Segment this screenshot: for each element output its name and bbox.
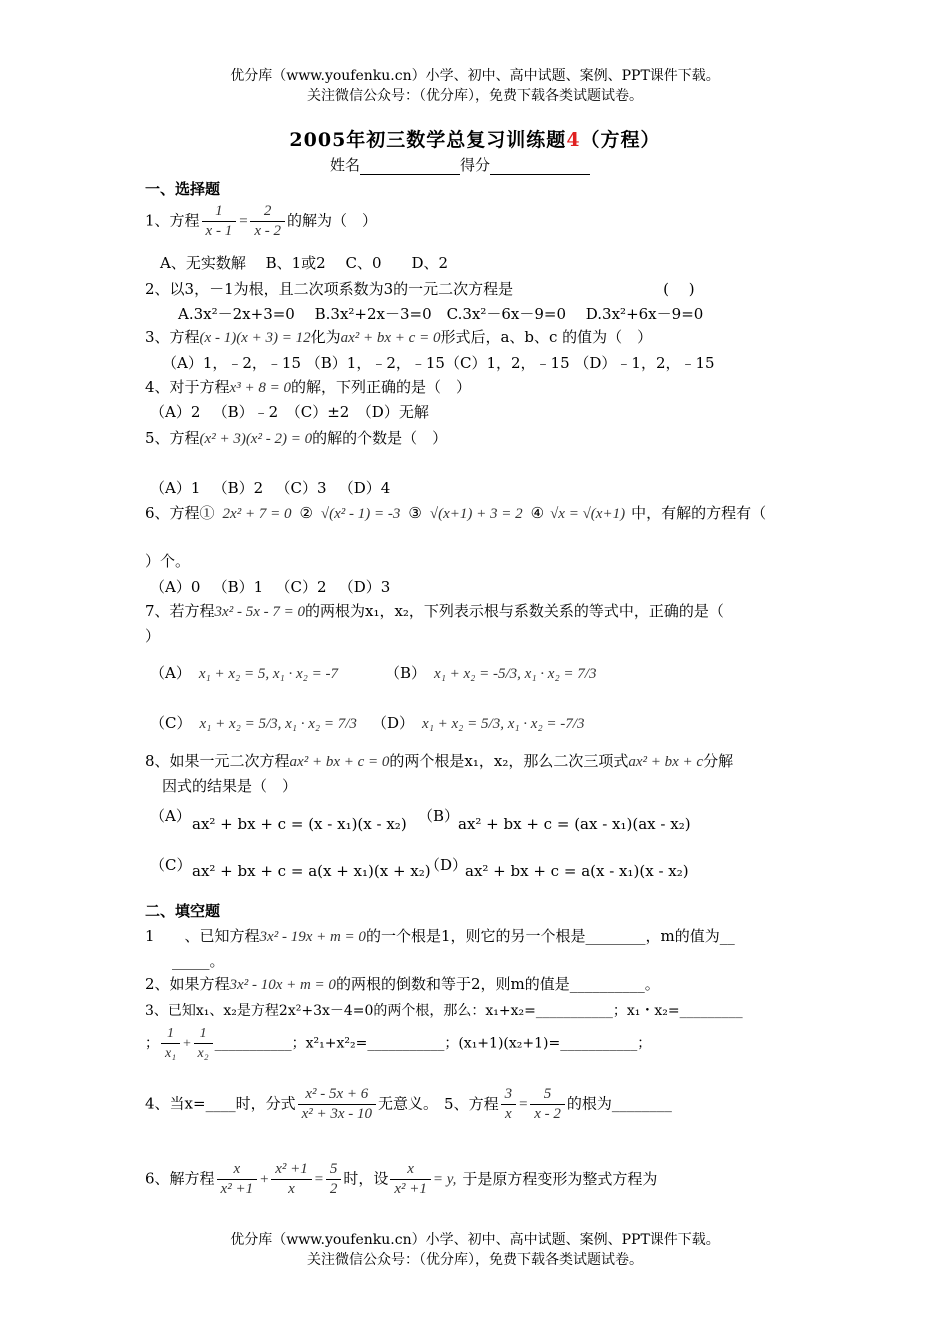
q7-expr: 3x² - 5x - 7 = 0 <box>214 604 305 620</box>
q8-c-label: （C） <box>150 856 192 874</box>
q3-post: 形式后，a、b、c 的值为（ ） <box>440 328 653 346</box>
question-8 <box>145 750 733 771</box>
q6-circle-3: ③ <box>408 504 422 522</box>
q1-post: 的解为（ ） <box>286 211 377 230</box>
q6-eq-4: √x = √(x+1) <box>550 506 626 522</box>
q1-fraction-1 <box>202 202 237 241</box>
fill-1 <box>145 925 735 946</box>
f3-semicolon: ； <box>145 1035 159 1052</box>
q4-pre: 4、对于方程 <box>145 378 230 396</box>
q8-b-label: （B） <box>418 807 460 825</box>
question-5 <box>145 427 447 448</box>
f2-pre: 2、如果方程 <box>145 975 230 993</box>
q7-c-label: （C） <box>150 714 192 732</box>
f4-post: 无意义。 <box>378 1094 439 1113</box>
f3-frac-a-num: 1 <box>161 1024 180 1044</box>
section-1-heading: 一、选择题 <box>145 180 221 198</box>
q7-close-paren: ） <box>145 627 161 645</box>
q8-option-d <box>425 854 467 875</box>
q7-a-expr: x₁ + x₂ = 5, x₁ · x₂ = -7 <box>198 666 338 682</box>
header-line-1: 优分库（www.youfenku.cn）小学、初中、高中试题、案例、PPT课件下载。 <box>230 68 720 84</box>
f3-rest: ___________；x²₁+x²₂=___________；(x₁+1)(x₂+1)=___________； <box>214 1035 652 1052</box>
q7-b-expr: x₁ + x₂ = -5/3, x₁ · x₂ = 7/3 <box>434 666 597 682</box>
q6-post: 中，有解的方程有（ <box>631 504 767 522</box>
f5-fraction-2 <box>530 1085 565 1124</box>
q7-option-d <box>372 712 584 733</box>
title-main: 2005年初三数学总复习训练题 <box>289 129 567 151</box>
question-6 <box>145 502 805 523</box>
f5-f2-den: x - 2 <box>534 1106 561 1122</box>
q8-b-expr: ax² + bx + c = (ax - x₁)(ax - x₂) <box>458 815 691 833</box>
q7-b-label: （B） <box>385 664 427 682</box>
q8-mid: 的两个根是x₁，x₂，那么二次三项式 <box>389 752 629 770</box>
f4-fraction <box>298 1085 376 1124</box>
f6-pre: 6、解方程 <box>145 1169 215 1188</box>
q7-post: 的两根为x₁，x₂，下列表示根与系数关系的等式中，正确的是（ <box>304 602 724 620</box>
q8-line-2: 因式的结果是（ ） <box>162 777 298 795</box>
fill-3: 3、已知x₁、x₂是方程2x²+3x－4=0的两个根，那么：x₁+x₂=___________；x₁・x₂=_________ <box>145 1003 743 1019</box>
q7-a-label: （A） <box>150 664 191 682</box>
q5-options: （A）1 （B）2 （C）3 （D）4 <box>150 479 391 497</box>
q6-circle-2: ② <box>299 504 313 522</box>
footer-line-1: 优分库（www.youfenku.cn）小学、初中、高中试题、案例、PPT课件下载。 <box>230 1232 720 1248</box>
q1-options: A、无实数解 B、1或2 C、0 D、2 <box>160 254 449 272</box>
q6-pre: 6、方程① <box>145 504 215 522</box>
f6-c-num: 5 <box>326 1160 342 1180</box>
q1-f1-den: x - 1 <box>205 223 233 239</box>
q7-d-label: （D） <box>372 714 415 732</box>
q6-circle-4: ④ <box>530 504 545 522</box>
f6-frac-d <box>390 1160 431 1199</box>
f6-post: 于是原方程变形为整式方程为 <box>462 1169 658 1188</box>
q8-a-expr: ax² + bx + c = (x - x₁)(x - x₂) <box>192 815 407 833</box>
q8-d-label: （D） <box>425 856 468 874</box>
f5-eq: = <box>518 1096 529 1113</box>
q6-eq-2: √(x² - 1) = -3 <box>320 506 401 522</box>
q5-pre: 5、方程 <box>145 429 200 447</box>
q7-c-expr: x₁ + x₂ = 5/3, x₁ · x₂ = 7/3 <box>199 716 357 732</box>
f6-frac-c <box>326 1160 342 1199</box>
q5-expr: (x² + 3)(x² - 2) = 0 <box>199 431 313 447</box>
section-2-heading: 二、填空题 <box>145 902 221 920</box>
score-blank <box>490 174 590 175</box>
q6-eq-1: 2x² + 7 = 0 <box>222 506 292 522</box>
f6-mid: 时，设 <box>343 1169 389 1188</box>
page-title <box>0 125 950 152</box>
question-4 <box>145 376 471 397</box>
q1-f2-den: x - 2 <box>254 223 281 239</box>
q3-mid: 化为 <box>310 328 341 346</box>
f2-post: 的两根的倒数和等于2，则m的值是__________。 <box>335 975 660 993</box>
q8-d-expr: ax² + bx + c = a(x - x₁)(x - x₂) <box>465 862 689 880</box>
f6-frac-a <box>217 1160 258 1199</box>
name-label: 姓名 <box>330 156 361 174</box>
q8-expr2: ax² + bx + c <box>628 754 704 770</box>
q8-expr: ax² + bx + c = 0 <box>289 754 390 770</box>
score-label: 得分 <box>460 156 491 174</box>
f6-b-den: x <box>288 1181 295 1197</box>
fill-6 <box>145 1160 657 1199</box>
question-2: 2、以3，－1为根，且二次项系数为3的一元二次方程是 ( ) <box>145 280 695 298</box>
f1-line-2: _____。 <box>172 952 225 970</box>
f4-den: x² + 3x - 10 <box>301 1106 373 1122</box>
f6-eq-y: = y, <box>432 1171 457 1188</box>
f3-frac-b-num: 1 <box>194 1024 213 1044</box>
q3-pre: 3、方程 <box>145 328 200 346</box>
q8-post: 分解 <box>703 752 734 770</box>
q6-line-2: ）个。 <box>145 552 191 570</box>
q7-option-a <box>150 662 338 683</box>
f4-num: x² - 5x + 6 <box>298 1085 376 1105</box>
q4-expr: x³ + 8 = 0 <box>229 380 291 396</box>
name-score-line <box>330 154 590 175</box>
f2-expr: 3x² - 10x + m = 0 <box>229 977 336 993</box>
f3-frac-b-den: x₂ <box>197 1046 209 1061</box>
q4-post: 的解，下列正确的是（ ） <box>290 378 471 396</box>
q7-pre: 7、若方程 <box>145 602 215 620</box>
f5-f1-den: x <box>504 1106 512 1122</box>
q2-options: A.3x²－2x+3=0 B.3x²+2x－3=0 C.3x²－6x－9=0 D.3x²+6x－9=0 <box>178 305 704 323</box>
f6-eq: = <box>313 1171 324 1188</box>
q7-d-expr: x₁ + x₂ = 5/3, x₁ · x₂ = -7/3 <box>422 716 585 732</box>
f6-a-den: x² +1 <box>220 1181 254 1197</box>
f5-f2-num: 5 <box>530 1085 565 1105</box>
title-number: 4 <box>566 129 581 151</box>
f3-line-2 <box>145 1024 651 1063</box>
f1-pre: 1 、已知方程 <box>145 927 260 945</box>
f5-pre: 5、方程 <box>444 1094 499 1113</box>
name-blank <box>360 174 460 175</box>
f6-c-den: 2 <box>329 1181 338 1197</box>
q7-option-c <box>150 712 357 733</box>
question-3 <box>145 326 652 347</box>
q7-option-b <box>385 662 596 683</box>
q3-expr: (x - 1)(x + 3) = 12 <box>199 330 311 346</box>
f3-frac-a-den: x₁ <box>165 1046 177 1061</box>
q5-post: 的解的个数是（ ） <box>312 429 448 447</box>
f6-plus: + <box>259 1171 270 1188</box>
f6-d-den: x² +1 <box>394 1181 427 1197</box>
q1-f2-num: 2 <box>250 202 285 222</box>
title-suffix: （方程） <box>580 129 661 151</box>
q8-option-c <box>150 854 191 875</box>
q1-pre: 1、方程 <box>145 211 200 230</box>
q1-eq: = <box>238 213 249 230</box>
q1-fraction-2 <box>250 202 285 241</box>
f6-b-num: x² +1 <box>271 1160 312 1180</box>
f3-frac-a <box>161 1024 180 1063</box>
q8-c-expr: ax² + bx + c = a(x + x₁)(x + x₂) <box>192 862 431 880</box>
f5-post: 的根为________ <box>566 1094 672 1113</box>
f1-expr: 3x² - 19x + m = 0 <box>259 929 366 945</box>
q1-f1-num: 1 <box>202 202 237 222</box>
q8-a-label: （A） <box>150 807 191 825</box>
f4-pre: 4、当x=____时，分式 <box>145 1094 296 1113</box>
question-1 <box>145 202 377 241</box>
fill-4 <box>145 1085 672 1124</box>
q8-option-b <box>418 805 459 826</box>
f1-post: 的一个根是1，则它的另一个根是________，m的值为__ <box>365 927 735 945</box>
f6-frac-b <box>271 1160 312 1199</box>
footer-line-2: 关注微信公众号：（优分库），免费下载各类试题试卷。 <box>307 1252 643 1268</box>
f6-a-num: x <box>217 1160 258 1180</box>
q3-expr2: ax² + bx + c = 0 <box>340 330 441 346</box>
fill-2 <box>145 973 660 994</box>
f6-d-num: x <box>390 1160 431 1180</box>
header-line-2: 关注微信公众号：（优分库），免费下载各类试题试卷。 <box>307 88 643 104</box>
f3-plus: + <box>182 1036 192 1052</box>
f5-f1-num: 3 <box>501 1085 517 1105</box>
q4-options: （A）2 （B）﹣2 （C）±2 （D）无解 <box>150 403 429 421</box>
q6-eq-3: √(x+1) + 3 = 2 <box>429 506 523 522</box>
q3-options: （A）1，﹣2，﹣15 （B）1，﹣2，﹣15（C）1，2，﹣15 （D）﹣1，2，﹣15 <box>162 354 715 372</box>
f5-fraction-1 <box>501 1085 517 1124</box>
q6-options: （A）0 （B）1 （C）2 （D）3 <box>150 578 391 596</box>
f3-frac-b <box>194 1024 213 1063</box>
question-7 <box>145 600 724 621</box>
q8-pre: 8、如果一元二次方程 <box>145 752 290 770</box>
q8-option-a <box>150 805 191 826</box>
